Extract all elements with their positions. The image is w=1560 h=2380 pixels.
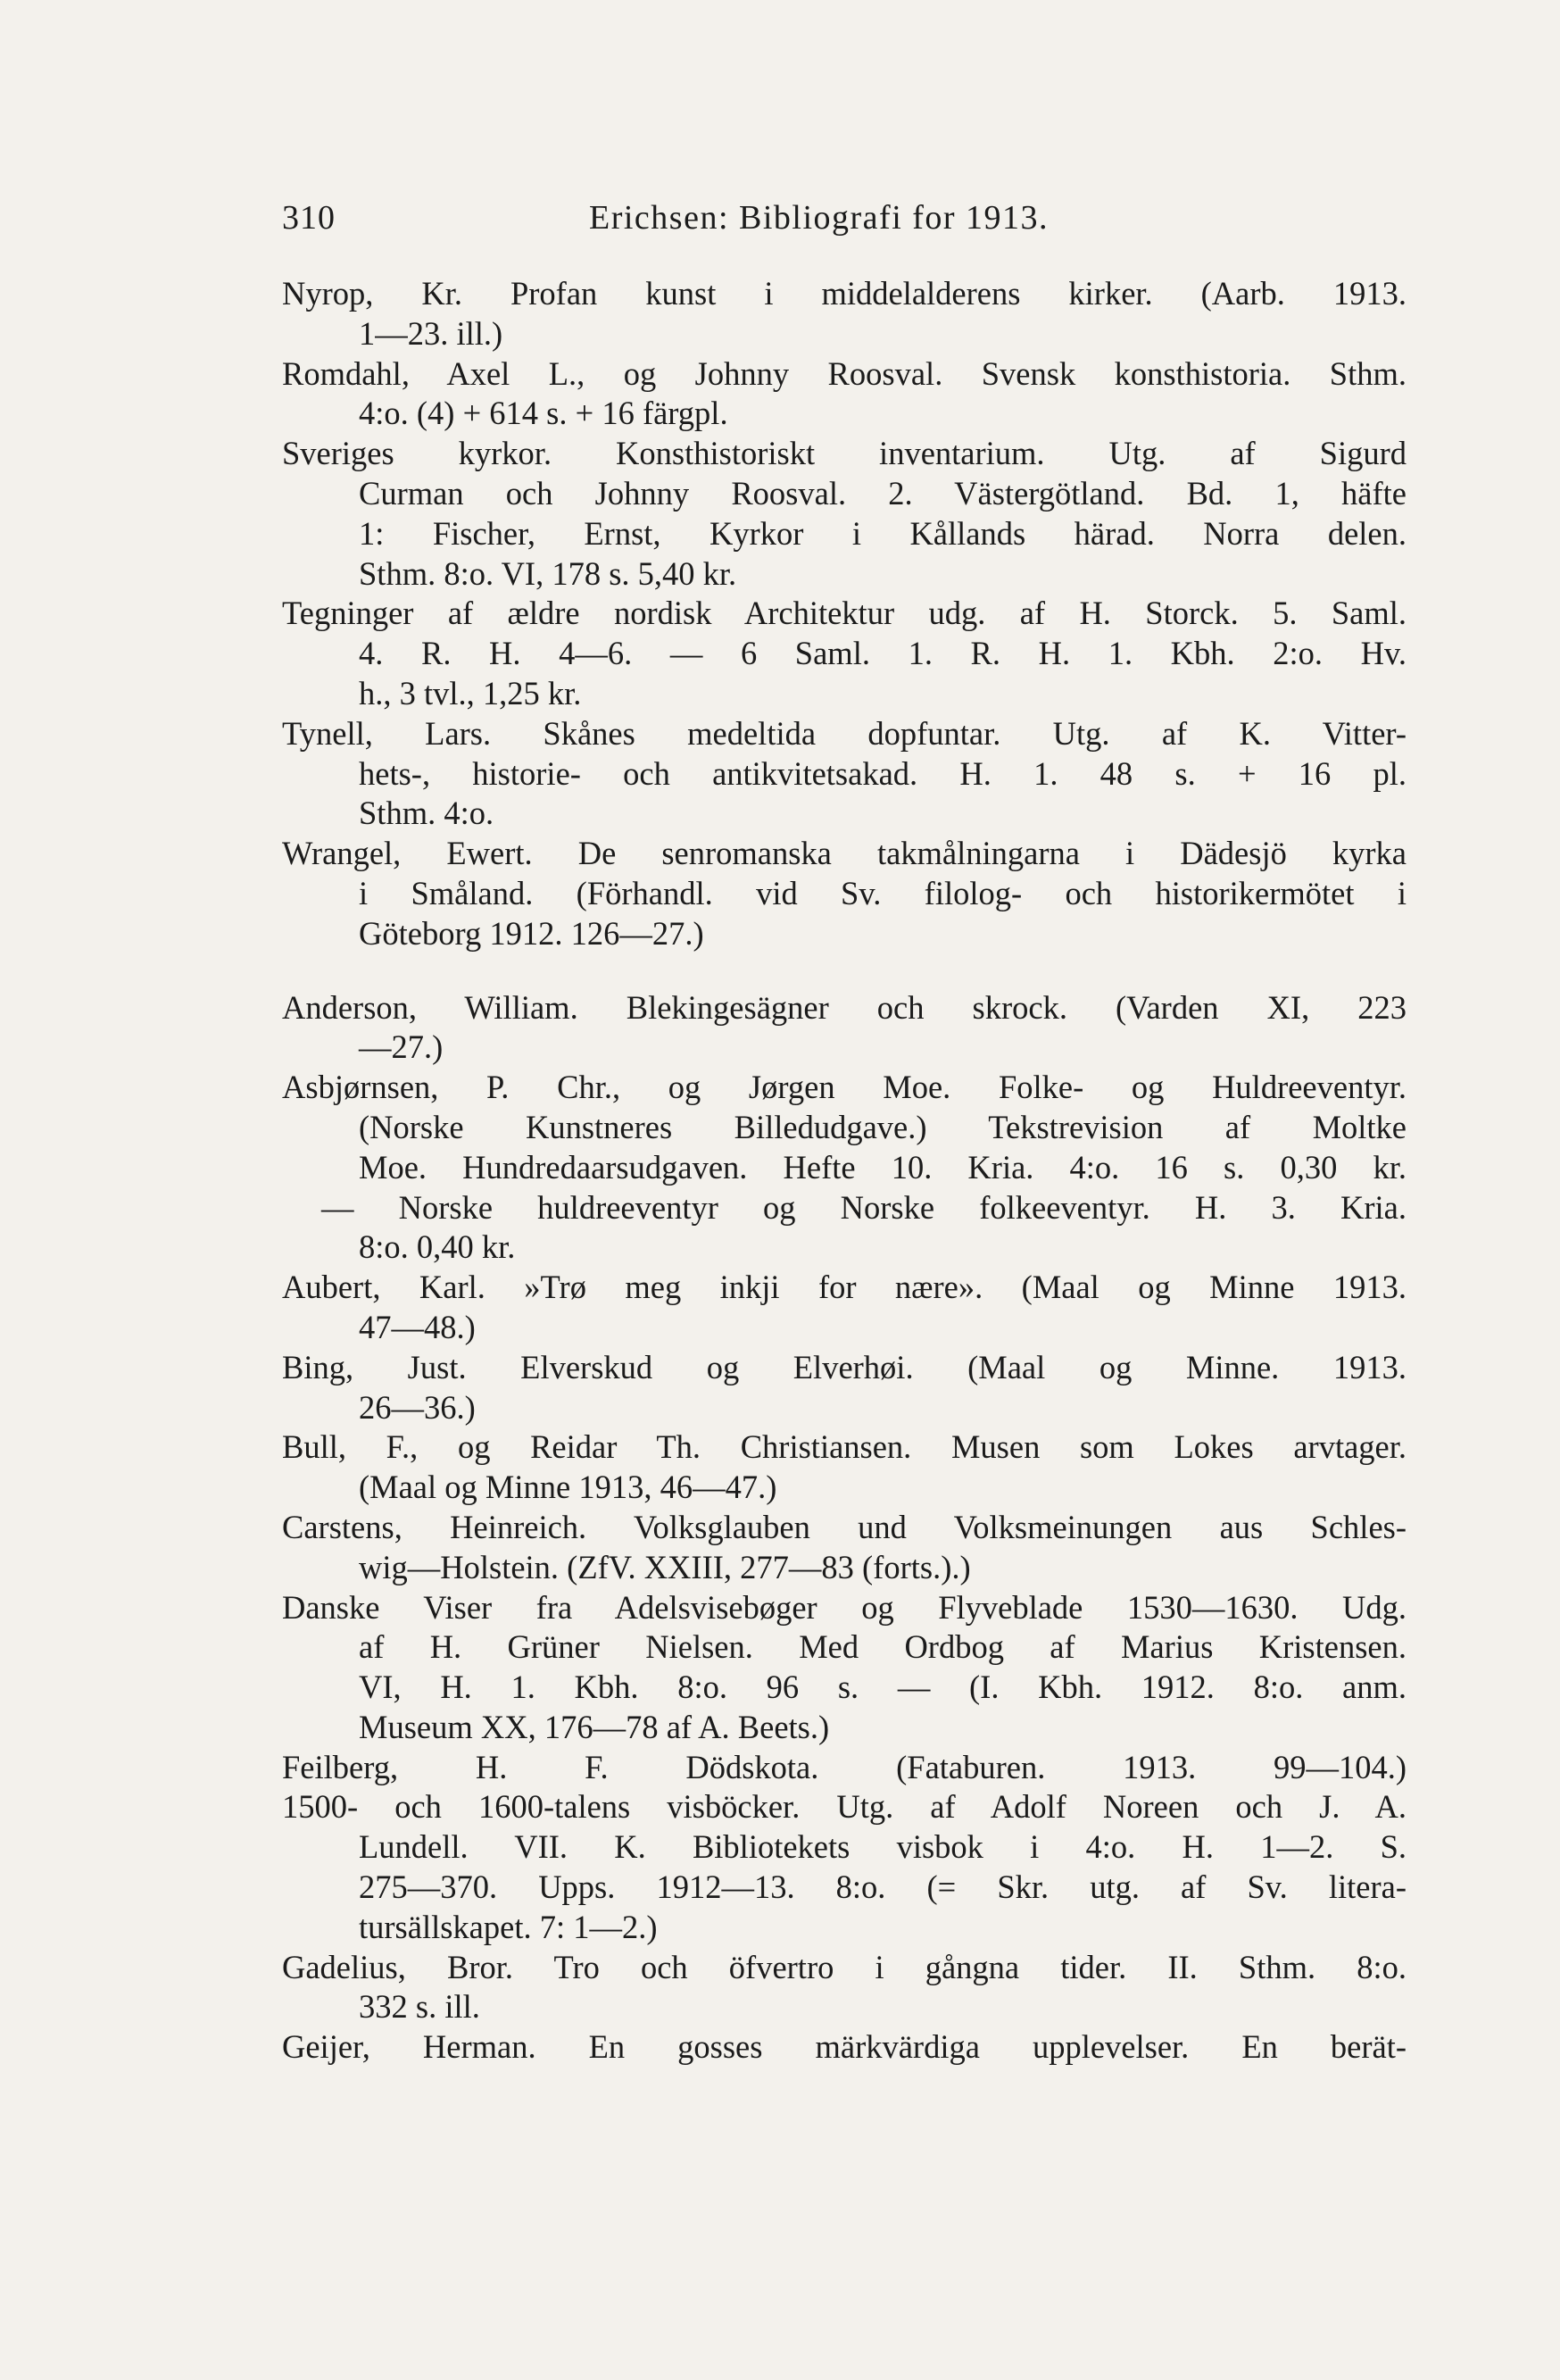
text-line: — Norske huldreeventyr og Norske folkeeventyr. H. 3. Kria.	[321, 1188, 1406, 1226]
text-line: Danske Viser fra Adelsvisebøger og Flyveblade 1530—1630. Udg.	[282, 1588, 1406, 1626]
text-line: Bull, F., og Reidar Th. Christiansen. Musen som Lokes arvtager.	[282, 1428, 1406, 1466]
text-line: h., 3 tvl., 1,25 kr.	[359, 674, 582, 712]
text-line: Feilberg, H. F. Dödskota. (Fataburen. 1913. 99—104.)	[282, 1748, 1406, 1785]
text-line: Bing, Just. Elverskud og Elverhøi. (Maal og Minne. 1913.	[282, 1348, 1406, 1386]
section-gap	[282, 954, 1406, 988]
text-line: Romdahl, Axel L., og Johnny Roosval. Svensk konsthistoria. Sthm.	[282, 354, 1406, 392]
text-line: Asbjørnsen, P. Chr., og Jørgen Moe. Folke- og Huldreeventyr.	[282, 1069, 1406, 1106]
text-line: 4:o. (4) + 614 s. + 16 färgpl.	[359, 395, 728, 432]
text-line: 332 s. ill.	[359, 1988, 480, 2026]
text-line: (Norske Kunstneres Billedudgave.) Tekstrevision af Moltke	[359, 1108, 1406, 1145]
text-line: wig—Holstein. (ZfV. XXIII, 277—83 (forts.).)	[359, 1548, 971, 1585]
text-line: Carstens, Heinreich. Volksglauben und Volksmeinungen aus Schles-	[282, 1508, 1406, 1545]
bibliography-text	[282, 274, 1406, 2068]
text-line: i Småland. (Förhandl. vid Sv. filolog- och historikermötet i	[359, 874, 1406, 911]
text-line: 1—23. ill.)	[359, 314, 503, 352]
text-line: (Maal og Minne 1913, 46—47.)	[359, 1469, 777, 1506]
text-line: 1500- och 1600-talens visböcker. Utg. af Adolf Noreen och J. A.	[282, 1788, 1406, 1826]
text-line: VI, H. 1. Kbh. 8:o. 96 s. — (I. Kbh. 1912. 8:o. anm.	[359, 1668, 1406, 1706]
text-line: Wrangel, Ewert. De senromanska takmålningarna i Dädesjö kyrka	[282, 835, 1406, 872]
text-line: Tegninger af ældre nordisk Architektur udg. af H. Storck. 5. Saml.	[282, 595, 1406, 632]
text-line: Sveriges kyrkor. Konsthistoriskt inventarium. Utg. af Sigurd	[282, 435, 1406, 472]
text-line: Sthm. 8:o. VI, 178 s. 5,40 kr.	[359, 554, 737, 592]
text-line: hets-, historie- och antikvitetsakad. H. 1. 48 s. + 16 pl.	[359, 754, 1406, 792]
text-line: Aubert, Karl. »Trø meg inkji for nære». (Maal og Minne 1913.	[282, 1269, 1406, 1306]
text-line: Gadelius, Bror. Tro och öfvertro i gångna tider. II. Sthm. 8:o.	[282, 1948, 1406, 1985]
text-line: 26—36.)	[359, 1388, 476, 1426]
text-line: 8:o. 0,40 kr.	[359, 1228, 516, 1266]
running-title: Erichsen: Bibliografi for 1913.	[589, 199, 1050, 237]
text-line: Curman och Johnny Roosval. 2. Västergötland. Bd. 1, häfte	[359, 474, 1406, 512]
text-line: tursällskapet. 7: 1—2.)	[359, 1908, 658, 1945]
text-line: —27.)	[359, 1028, 444, 1066]
text-line: Museum XX, 176—78 af A. Beets.)	[359, 1708, 830, 1745]
text-line: Moe. Hundredaarsudgaven. Hefte 10. Kria. 4:o. 16 s. 0,30 kr.	[359, 1148, 1406, 1186]
text-line: Nyrop, Kr. Profan kunst i middelalderens kirker. (Aarb. 1913.	[282, 275, 1406, 312]
text-line: 47—48.)	[359, 1308, 476, 1345]
text-line: Geijer, Herman. En gosses märkvärdiga upplevelser. En berät-	[282, 2028, 1406, 2066]
text-line: 275—370. Upps. 1912—13. 8:o. (= Skr. utg. af Sv. litera-	[359, 1868, 1406, 1906]
text-line: 4. R. H. 4—6. — 6 Saml. 1. R. H. 1. Kbh. 2:o. Hv.	[359, 635, 1406, 672]
text-line: af H. Grüner Nielsen. Med Ordbog af Marius Kristensen.	[359, 1628, 1406, 1666]
text-line: Tynell, Lars. Skånes medeltida dopfuntar. Utg. af K. Vitter-	[282, 714, 1406, 752]
text-line: Lundell. VII. K. Bibliotekets visbok i 4:o. H. 1—2. S.	[359, 1828, 1406, 1866]
page-header	[282, 198, 1406, 243]
text-line: Göteborg 1912. 126—27.)	[359, 914, 704, 952]
page-number: 310	[282, 199, 336, 237]
text-line: Anderson, William. Blekingesägner och skrock. (Varden XI, 223	[282, 988, 1406, 1026]
text-line: 1: Fischer, Ernst, Kyrkor i Kållands härad. Norra delen.	[359, 514, 1406, 552]
text-line: Sthm. 4:o.	[359, 795, 494, 832]
